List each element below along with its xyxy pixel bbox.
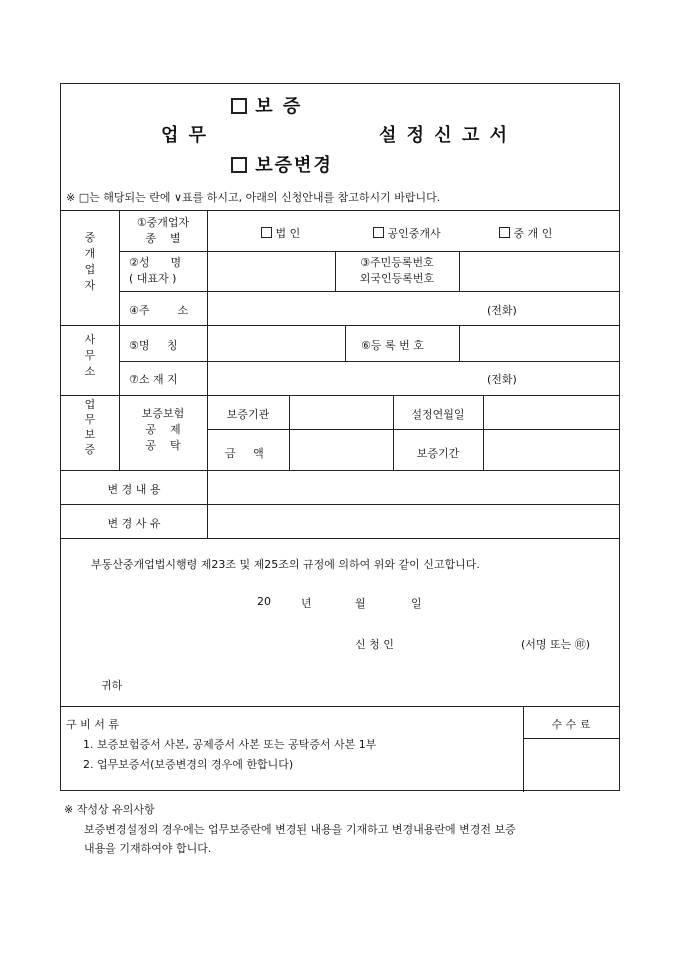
institution-field[interactable] [291, 396, 391, 428]
broker-checkbox[interactable] [499, 227, 510, 238]
fee-field[interactable] [527, 741, 615, 787]
amount-field[interactable] [291, 431, 391, 469]
notes-line-2: 내용을 기재하여야 합니다. [84, 842, 212, 855]
documents-item-1: 1. 보증보험증서 사본, 공제증서 사본 또는 공탁증서 사본 1부 [83, 738, 377, 751]
guarantee-change-checkbox[interactable] [231, 157, 247, 173]
institution-label: 보증기관 [226, 408, 270, 421]
amount-label: 금 액 [225, 447, 264, 460]
setup-date-label: 설정연월일 [411, 408, 465, 421]
month-unit: 월 [355, 597, 366, 610]
notes-line-1: 보증변경설정의 경우에는 업무보증란에 변경된 내용을 기재하고 변경내용란에 변경전 보증 [84, 823, 516, 836]
option-corporation: 법 인 [261, 225, 300, 241]
office-phone-label: (전화) [487, 373, 517, 386]
title-suffix: 설 정 신 고 서 [379, 125, 510, 146]
documents-item-2: 2. 업무보증서(보증변경의 경우에 한합니다) [83, 758, 294, 771]
name-label: ②성 명 ( 대표자 ) [129, 256, 182, 285]
option-broker: 중 개 인 [499, 225, 552, 241]
office-section-label: 사 무 소 [84, 333, 96, 378]
period-field[interactable] [485, 431, 615, 469]
title-option-change-label: 보증변경 [255, 155, 333, 176]
name-field[interactable] [211, 252, 331, 290]
broker-section-label: 중 개 업 자 [84, 231, 96, 292]
signature-label: (서명 또는 ㊞) [521, 638, 591, 651]
corporation-checkbox[interactable] [261, 227, 272, 238]
broker-type-label: ①중개업자 종 별 [136, 216, 190, 245]
guarantee-section-label: 업 무 보 증 [84, 398, 96, 456]
instruction-text: ※ □는 해당되는 란에 ∨표를 하시고, 아래의 신청안내를 참고하시기 바랍니다. [66, 191, 441, 204]
declaration-text: 부동산중개업법시행령 제23조 및 제25조의 규정에 의하여 위와 같이 신고합니다. [91, 558, 480, 571]
day-unit: 일 [411, 597, 422, 610]
office-location-label: ⑦소 재 지 [129, 373, 178, 386]
documents-title: 구 비 서 류 [66, 718, 119, 731]
title-option-guarantee [231, 92, 302, 118]
change-reason-label: 변 경 사 유 [107, 517, 161, 530]
setup-date-field[interactable] [485, 396, 615, 428]
fee-label: 수 수 료 [551, 718, 591, 731]
registration-number-label: ⑥등 록 번 호 [361, 339, 424, 352]
office-name-field[interactable] [211, 326, 341, 360]
address-label: ④주 소 [129, 304, 189, 317]
office-name-label: ⑤명 칭 [129, 339, 178, 352]
change-content-label: 변 경 내 용 [107, 483, 161, 496]
id-number-label: ③주민등록번호 외국인등록번호 [359, 256, 435, 285]
period-label: 보증기간 [416, 447, 460, 460]
change-content-field[interactable] [211, 472, 615, 502]
title-option-guarantee-label: 보 증 [255, 96, 303, 117]
guarantee-type-label: 보증보험 공 제 공 탁 [141, 407, 185, 452]
applicant-label: 신 청 인 [355, 638, 394, 651]
id-number-field[interactable] [463, 252, 613, 290]
title-option-change [231, 151, 333, 177]
recipient-label: 귀하 [101, 679, 123, 692]
registration-number-field[interactable] [463, 326, 613, 360]
notes-title: ※ 작성상 유의사항 [64, 803, 155, 816]
option-licensed-agent: 공인중개사 [373, 225, 441, 241]
report-form [60, 83, 620, 791]
broker-phone-label: (전화) [487, 304, 517, 317]
date-year: 20 [257, 595, 271, 608]
year-unit: 년 [301, 597, 312, 610]
change-reason-field[interactable] [211, 506, 615, 536]
guarantee-checkbox[interactable] [231, 98, 247, 114]
licensed-agent-checkbox[interactable] [373, 227, 384, 238]
title-prefix: 업 무 [161, 125, 209, 146]
